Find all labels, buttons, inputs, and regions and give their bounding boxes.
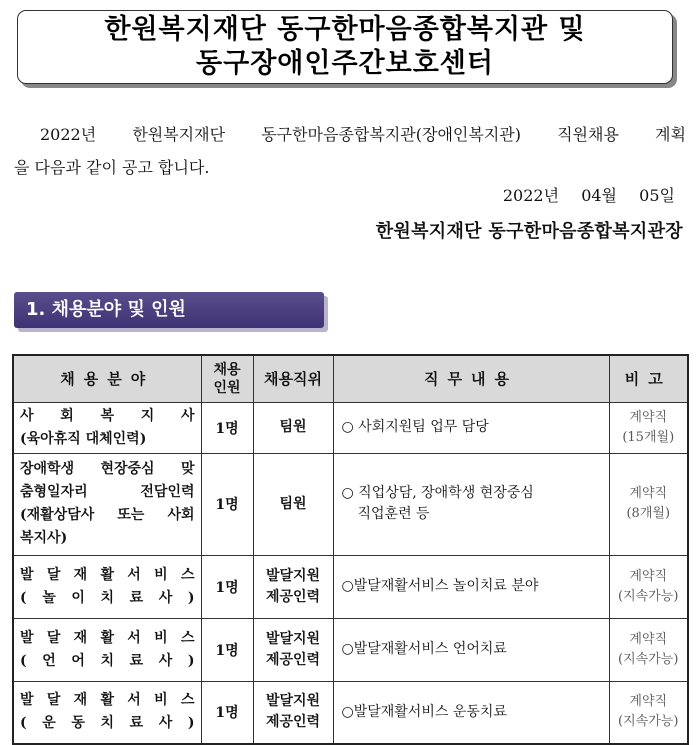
header-duties: 직무내용: [333, 355, 609, 402]
title-line-2: 동구장애인주간보호센터: [196, 48, 494, 79]
field-line: ( 놀 이 치 료 사 ): [20, 589, 195, 606]
cell-field: [13, 402, 201, 453]
cell-field: [13, 618, 201, 681]
position-line: 발달지원: [265, 630, 321, 647]
note-line: 계약직: [629, 568, 668, 584]
cell-duty: ○발달재활서비스 놀이치료 분야: [333, 555, 609, 618]
cell-count: 1명: [201, 402, 253, 453]
table-row: [13, 555, 688, 618]
intro-word: 동구한마음종합복지관(장애인복지관): [261, 125, 521, 144]
organization-signature: 한원복지재단 동구한마음종합복지관장: [375, 221, 683, 242]
cell-note: [609, 618, 688, 681]
cell-duty: ○발달재활서비스 언어치료: [333, 618, 609, 681]
intro-word: 2022년: [40, 125, 97, 144]
position-line: 발달지원: [265, 567, 321, 584]
section-heading: 1. 채용분야 및 인원: [14, 292, 324, 328]
table-row: [13, 453, 688, 555]
intro-paragraph: [14, 118, 686, 184]
intro-line-1: [14, 118, 686, 151]
cell-position: 팀원: [253, 402, 333, 453]
cell-count: 1명: [201, 681, 253, 744]
field-line: 발 달 재 활 서 비 스: [20, 629, 195, 646]
field-line: 춤형일자리 전담인력: [20, 484, 195, 500]
cell-duty: ○발달재활서비스 운동치료: [333, 681, 609, 744]
cell-count: 1명: [201, 555, 253, 618]
position-line: 제공인력: [265, 651, 321, 668]
note-line: (15개월): [622, 429, 675, 445]
header-count-line-2: 인원: [213, 379, 241, 396]
header-count-line-1: 채용: [213, 361, 241, 378]
note-line: 계약직: [629, 631, 668, 647]
field-line: 장애학생 현장중심 맞: [20, 461, 195, 477]
header-position: 채용직위: [253, 355, 333, 402]
cell-note: [609, 555, 688, 618]
cell-duty: [333, 453, 609, 555]
cell-note: [609, 681, 688, 744]
table-row: [13, 681, 688, 744]
table-row: [13, 402, 688, 453]
field-line: (재활상담사 또는 사회: [20, 507, 195, 523]
duty-line: ○ 직업상담, 장애학생 현장중심: [341, 485, 534, 501]
note-line: 계약직: [629, 409, 668, 425]
title-box: [17, 10, 673, 84]
field-line: 사 회 복 지 사: [20, 407, 195, 424]
field-line: (육아휴직 대체인력): [20, 430, 147, 447]
cell-position: [253, 555, 333, 618]
title-line-1: 한원복지재단 동구한마음종합복지관 및: [104, 14, 586, 45]
intro-word: 직원채용: [557, 125, 619, 144]
field-line: ( 언 어 치 료 사 ): [20, 652, 195, 669]
note-line: (지속가능): [618, 714, 679, 730]
cell-position: 팀원: [253, 453, 333, 555]
recruitment-table: [12, 354, 689, 745]
note-line: 계약직: [629, 486, 668, 501]
intro-line-2: 을 다음과 같이 공고 합니다.: [14, 158, 210, 177]
announcement-date: 2022년 04월 05일: [502, 186, 675, 205]
cell-note: [609, 453, 688, 555]
cell-note: [609, 402, 688, 453]
note-line: (지속가능): [618, 651, 679, 667]
field-line: 복지사): [20, 530, 68, 546]
cell-duty: ○ 사회지원팀 업무 담당: [333, 402, 609, 453]
table-header-row: [13, 355, 688, 402]
field-line: 발 달 재 활 서 비 스: [20, 692, 195, 709]
cell-field: [13, 453, 201, 555]
header-count: [201, 355, 253, 402]
position-line: 발달지원: [265, 693, 321, 710]
note-line: 계약직: [629, 694, 668, 710]
cell-position: [253, 681, 333, 744]
cell-count: 1명: [201, 618, 253, 681]
position-line: 제공인력: [265, 714, 321, 731]
cell-field: [13, 681, 201, 744]
field-line: 발 달 재 활 서 비 스: [20, 566, 195, 583]
position-line: 제공인력: [265, 588, 321, 605]
cell-position: [253, 618, 333, 681]
header-note: 비고: [609, 355, 688, 402]
intro-word: 한원복지재단: [132, 125, 226, 144]
header-field: 채용분야: [13, 355, 201, 402]
note-line: (지속가능): [618, 588, 679, 604]
table-row: [13, 618, 688, 681]
field-line: ( 운 동 치 료 사 ): [20, 715, 195, 732]
cell-field: [13, 555, 201, 618]
duty-line: 직업훈련 등: [357, 506, 430, 522]
cell-count: 1명: [201, 453, 253, 555]
note-line: (8개월): [626, 506, 671, 521]
intro-word: 계획: [655, 125, 686, 144]
